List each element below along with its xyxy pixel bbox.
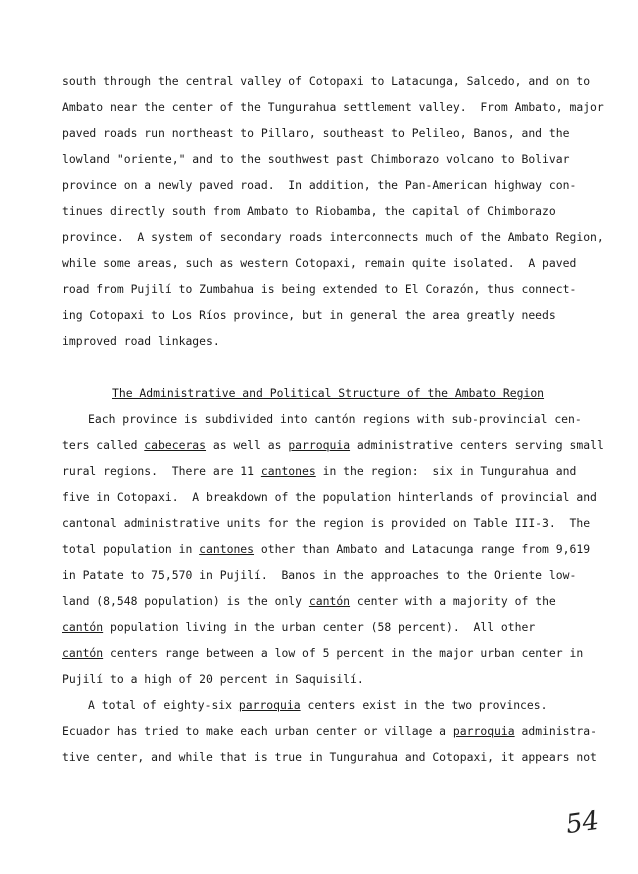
text-line: cantonal administrative units for the region is provided on Table III-3. The xyxy=(62,516,591,530)
underlined-term: cabeceras xyxy=(144,438,207,452)
text-run: in the region: six in Tungurahua and xyxy=(315,464,577,478)
underlined-term: cantones xyxy=(199,542,255,556)
underlined-term: cantón xyxy=(62,620,104,634)
text-run: centers exist in the two provinces. xyxy=(300,698,548,712)
text-line: Each province is subdivided into cantón regions with sub-provincial cen- xyxy=(88,412,582,426)
text-line: province. A system of secondary roads interconnects much of the Ambato Region, xyxy=(62,230,604,244)
text-line: ing Cotopaxi to Los Ríos province, but in general the area greatly needs xyxy=(62,308,556,322)
text-line: south through the central valley of Cotopaxi to Latacunga, Salcedo, and on to xyxy=(62,74,591,88)
text-line xyxy=(62,464,576,478)
text-line: Ambato near the center of the Tungurahua settlement valley. From Ambato, major xyxy=(62,100,604,114)
text-line: paved roads run northeast to Pillaro, southeast to Pelileo, Banos, and the xyxy=(62,126,570,140)
text-line: five in Cotopaxi. A breakdown of the population hinterlands of provincial and xyxy=(62,490,597,504)
text-run: population living in the urban center (58 percent). All other xyxy=(103,620,536,634)
underlined-term: parroquia xyxy=(288,438,351,452)
text-line xyxy=(88,698,548,712)
text-run: administra- xyxy=(514,724,597,738)
section-heading: The Administrative and Political Structure of the Ambato Region xyxy=(112,386,545,400)
text-run: Ecuador has tried to make each urban center or village a xyxy=(62,724,453,738)
text-line: road from Pujilí to Zumbahua is being extended to El Corazón, thus connect- xyxy=(62,282,577,296)
text-line: lowland "oriente," and to the southwest past Chimborazo volcano to Bolivar xyxy=(62,152,570,166)
text-line xyxy=(62,438,604,452)
text-line: tive center, and while that is true in Tungurahua and Cotopaxi, it appears not xyxy=(62,750,597,764)
text-line xyxy=(62,594,556,608)
text-line: in Patate to 75,570 in Pujilí. Banos in the approaches to the Oriente low- xyxy=(62,568,577,582)
text-run: A total of eighty-six xyxy=(88,698,239,712)
text-line xyxy=(62,646,583,660)
underlined-term: cantones xyxy=(260,464,316,478)
text-run: centers range between a low of 5 percent in the major urban center in xyxy=(103,646,584,660)
underlined-term: cantón xyxy=(62,646,104,660)
underlined-term: parroquia xyxy=(238,698,301,712)
text-line: Pujilí to a high of 20 percent in Saquisilí. xyxy=(62,672,364,686)
underlined-term: cantón xyxy=(308,594,351,608)
text-line xyxy=(62,620,535,634)
text-line: while some areas, such as western Cotopaxi, remain quite isolated. A paved xyxy=(62,256,577,270)
text-run: total population in xyxy=(62,542,200,556)
text-run: administrative centers serving small xyxy=(350,438,604,452)
text-run: rural regions. There are 11 xyxy=(62,464,261,478)
text-run: ters called xyxy=(62,438,145,452)
text-run: center with a majority of the xyxy=(350,594,556,608)
underlined-term: parroquia xyxy=(452,724,515,738)
text-run: as well as xyxy=(206,438,289,452)
text-line xyxy=(62,542,590,556)
text-line: province on a newly paved road. In addition, the Pan-American highway con- xyxy=(62,178,577,192)
page-number: 54 xyxy=(564,805,602,841)
text-line xyxy=(62,724,597,738)
text-run: land (8,548 population) is the only xyxy=(62,594,309,608)
text-line: tinues directly south from Ambato to Riobamba, the capital of Chimborazo xyxy=(62,204,556,218)
text-run: other than Ambato and Latacunga range from 9,619 xyxy=(254,542,591,556)
text-line: improved road linkages. xyxy=(62,334,220,348)
